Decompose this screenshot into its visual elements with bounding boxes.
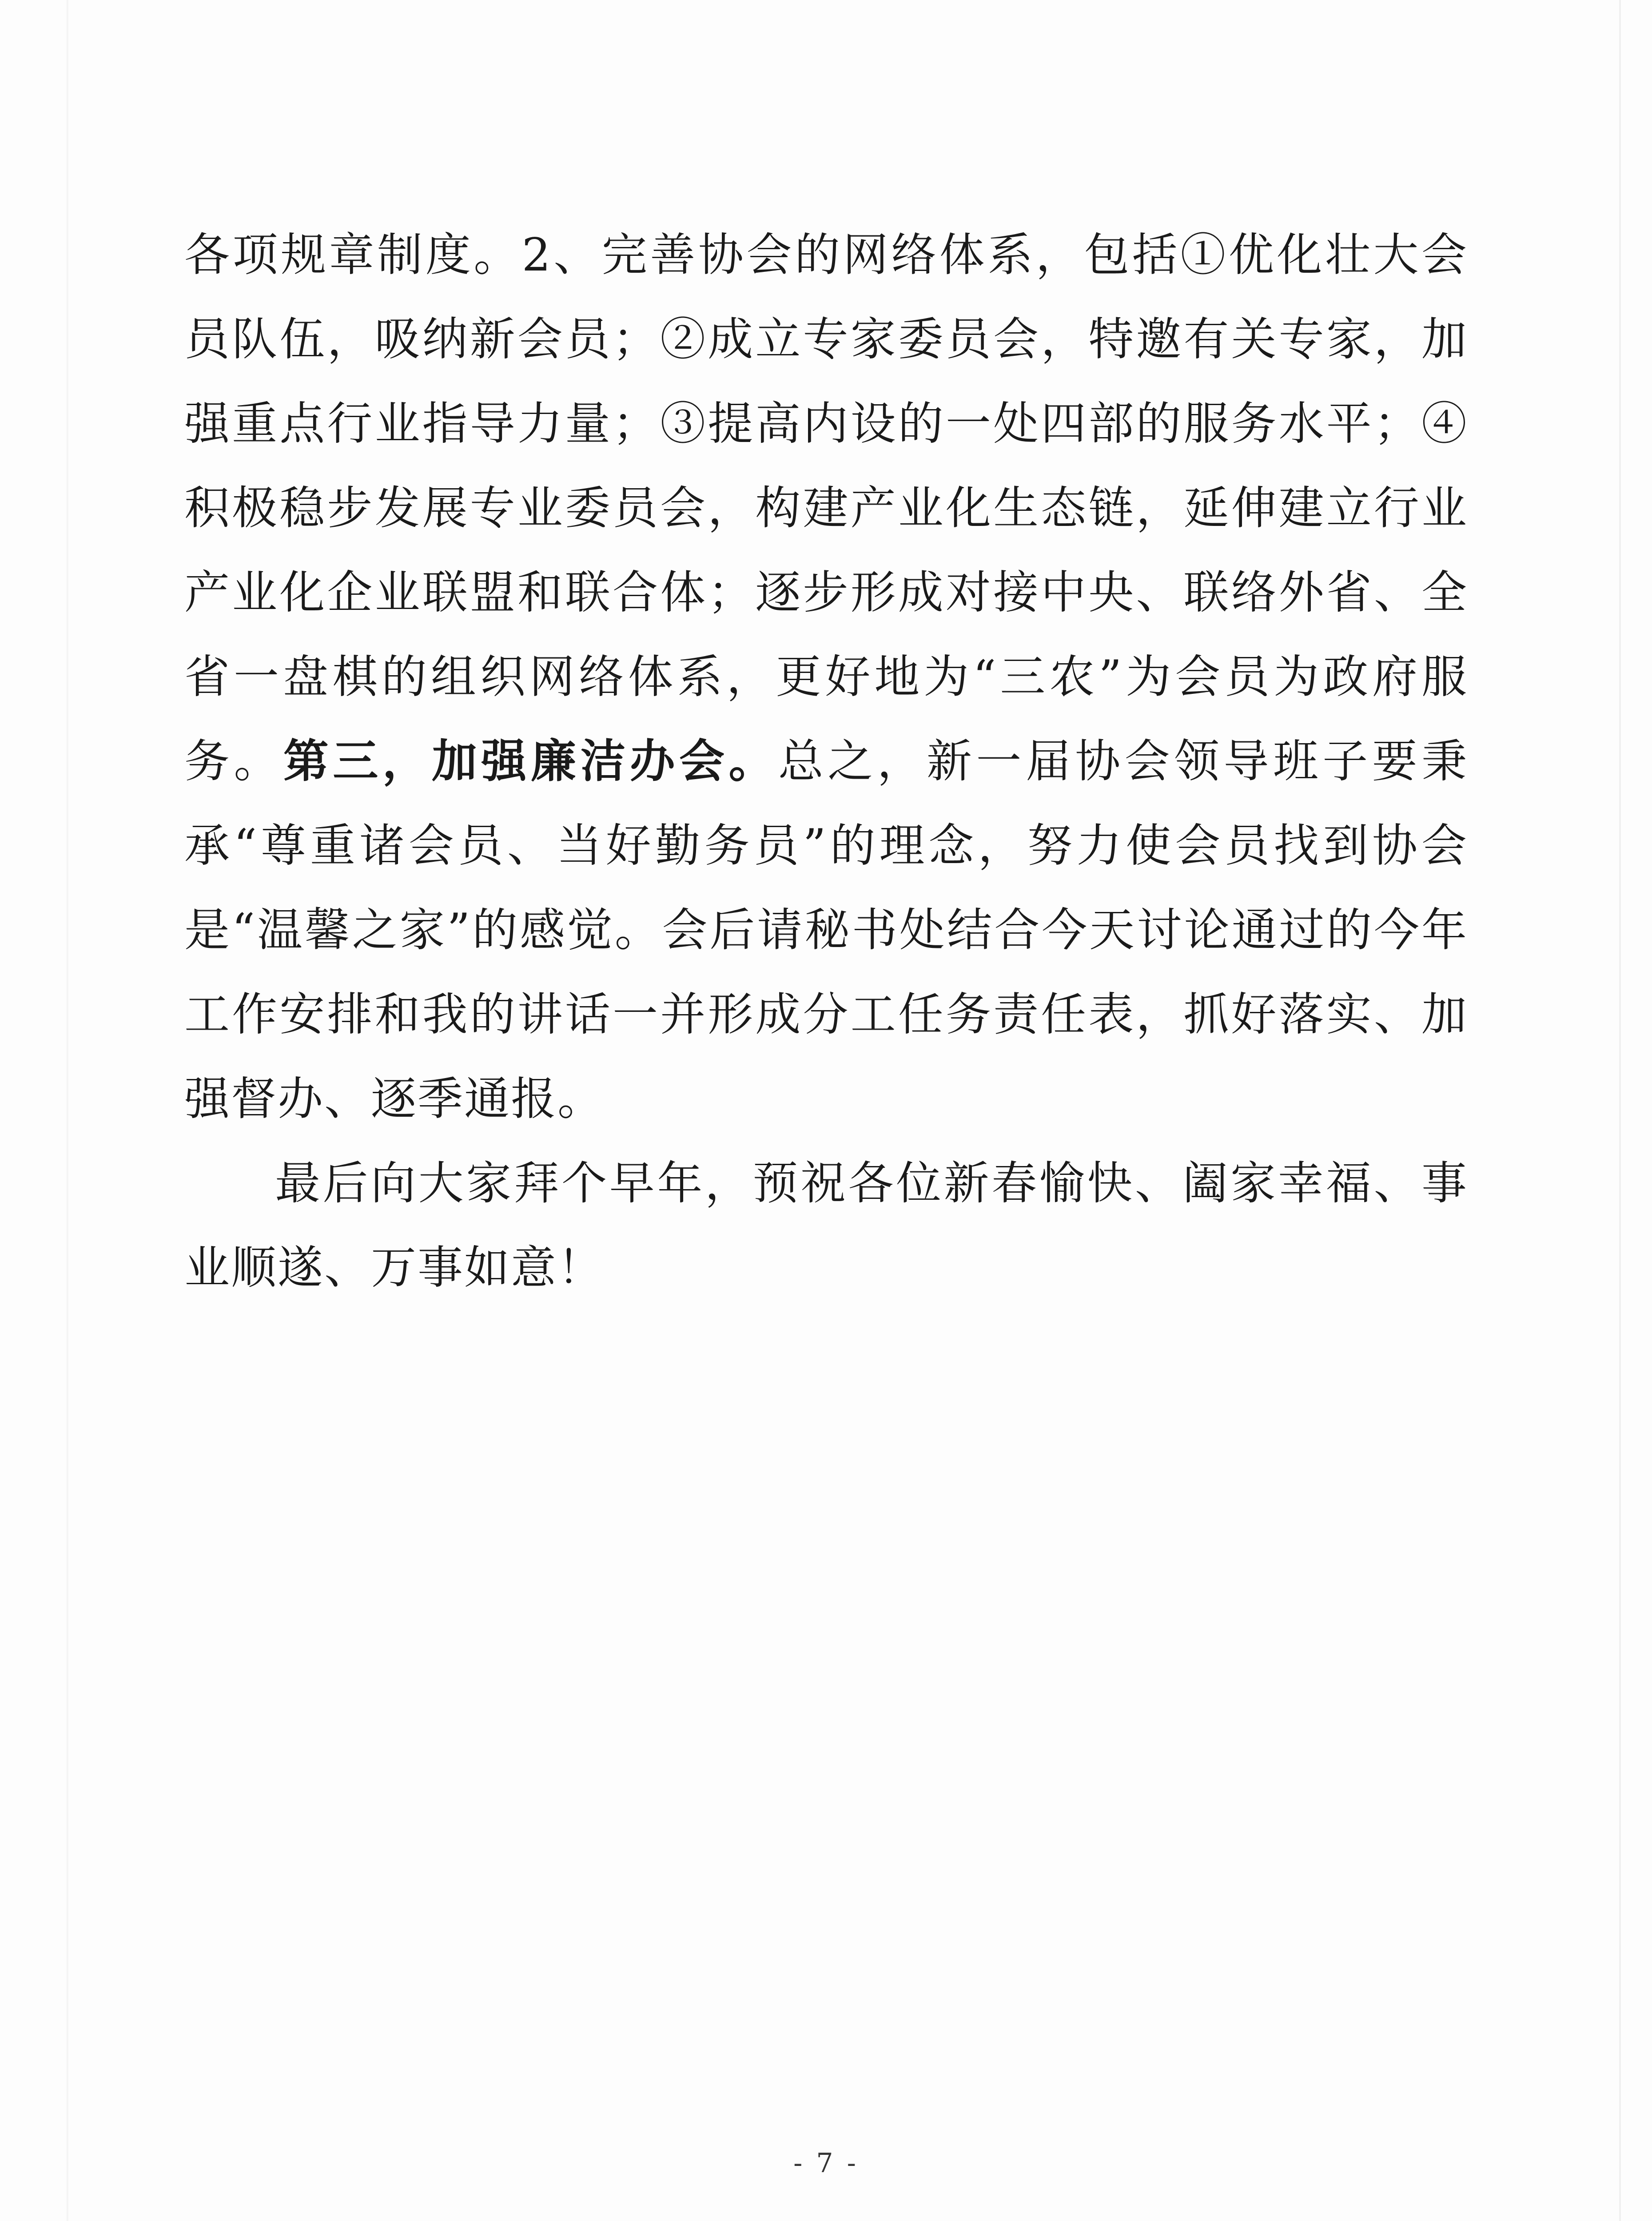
page-number: - 7 - — [793, 2148, 859, 2179]
paragraph-text: 各项规章制度。2、完善协会的网络体系，包括①优化壮大会员队伍，吸纳新会员；②成立专家委员会，特邀有关专家，加强重点行业指导力量；③提高内设的一处四部的服务水平；④积极稳步发展专业委员会，构建产业化生态链，延伸建立行业产业化企业联盟和联合体；逐步形成对接中央、联络外省、全省一盘棋的组织网络体系，更好地为“三农”为会员为政府服务。 — [184, 229, 1468, 788]
scan-shadow-right — [1619, 0, 1621, 2221]
paragraph-text: 最后向大家拜个早年，预祝各位新春愉快、阖家幸福、事业顺遂、万事如意！ — [184, 1157, 1468, 1294]
scan-shadow-left — [67, 0, 69, 2221]
body-text — [184, 213, 1468, 1310]
emphasis-heading: 第三，加强廉洁办会。 — [283, 735, 778, 788]
paragraph-closing — [184, 1142, 1468, 1310]
paragraph-text: 总之，新一届协会领导班子要秉承“尊重诸会员、当好勤务员”的理念，努力使会员找到协会是“温馨之家”的感觉。会后请秘书处结合今天讨论通过的今年工作安排和我的讲话一并形成分工任务责任表，抓好落实、加强督办、逐季通报。 — [184, 735, 1469, 1126]
paragraph-continuation — [184, 213, 1468, 1142]
